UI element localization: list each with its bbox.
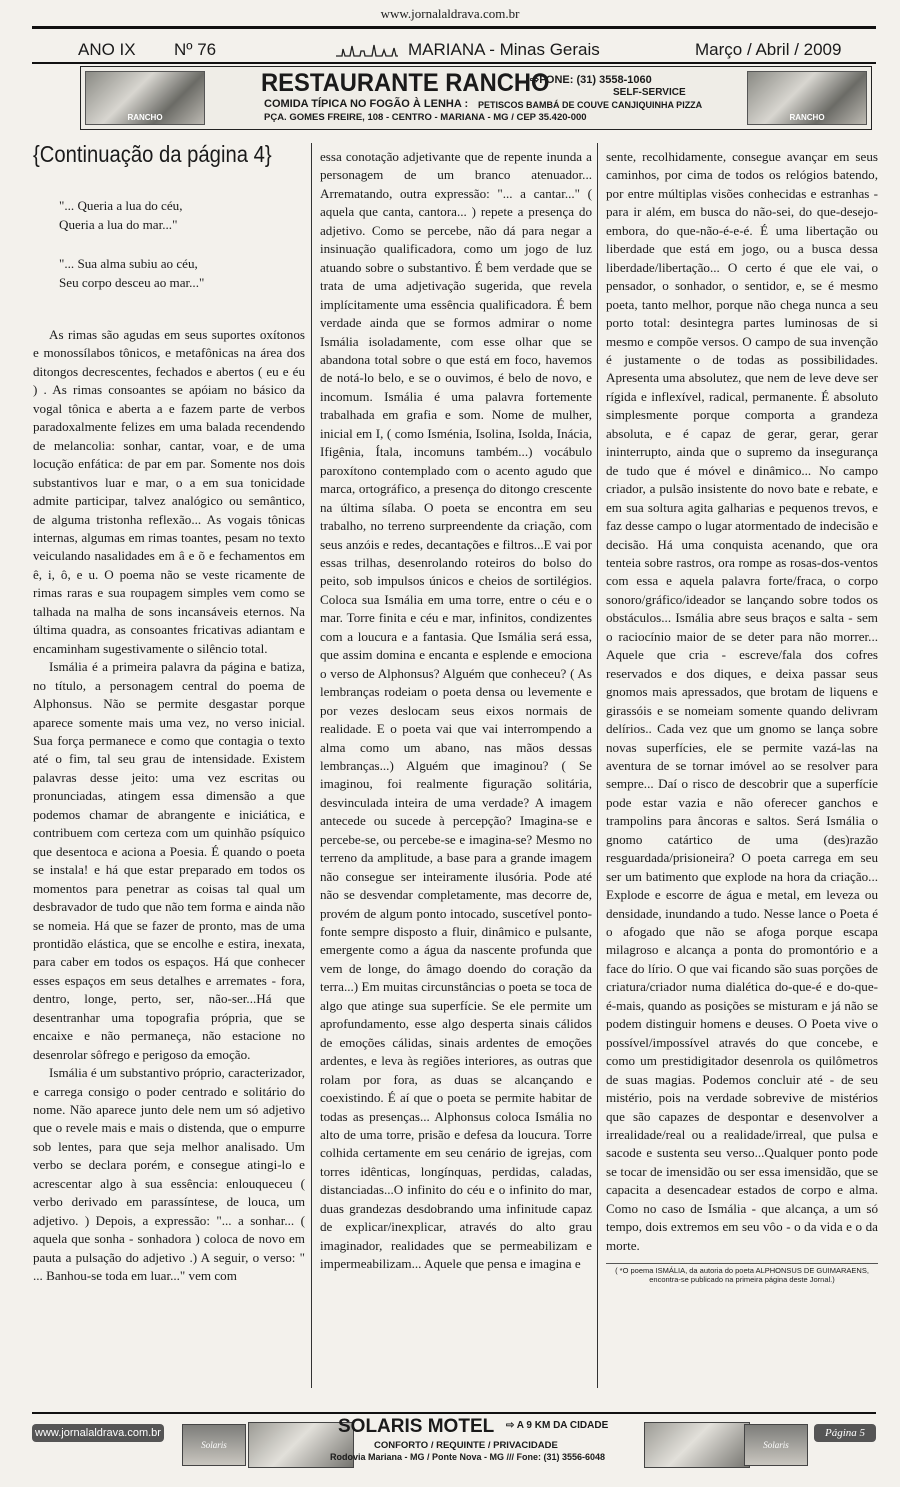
- thumb-label: RANCHO: [789, 113, 825, 122]
- verse-line: "... Queria a lua do céu,: [59, 198, 183, 213]
- restaurant-ad[interactable]: [80, 66, 872, 130]
- issue-location: MARIANA - Minas Gerais: [408, 40, 600, 59]
- motel-address: Rodovia Mariana - MG / Ponte Nova - MG /// Fone: (31) 3556-6048: [330, 1452, 606, 1462]
- page-number: Página 5: [814, 1424, 876, 1442]
- motel-logo: Solaris: [744, 1424, 808, 1466]
- restaurant-name: RESTAURANTE RANCHO: [261, 69, 550, 97]
- restaurant-photo-right: [747, 71, 867, 125]
- restaurant-menu: PETISCOS BAMBÁ DE COUVE CANJIQUINHA PIZZA: [478, 100, 703, 110]
- article-paragraph: essa conotação adjetivante que de repente inunda a personagem de um branco atenuador... Arrematando, outra expressão: "... a cantar..." ( aquela que canta, cantora... ) repete a presença do adjetivo. Como se percebe, não dá para negar a insinuação qualificadora, como um jogo de luz atuando sobre o substantivo. É bem verdade que se trata de uma adjetivação sugerida, que revela implícitamente uma essência qualificadora. É bem verdade ainda que se formos admirar o nome Ismália isoladamente, com esse olhar que se abandona total sobre o que está em foco, havemos de notá-lo belo, e se o ouvimos, é belo de novo, e incomum. Ismália é uma palavra fortemente trabalhada em grafia e som. Nome de mulher, inicial em I, ( como Isménia, Isolina, Isolda, Inácia, Ifigênia, Ítala, incomuns também...) vocábulo paroxítono contemplado com o acento agudo que marca, ortográfico, a presença do ditongo crescente na última sílaba. O poeta se encontra em seu trabalho, no terreno surpreendente da criação, com seus anzóis e redes, decantações e filtros...E vai por essas trilhas, desenrolando roteiros do bolso do peito, sob impulsos únicos e cheios de sortilégios. Coloca sua Ismália em uma torre, entre o céu e o mar. Torre finita e céu e mar, infinitos, condizentes com a loucura e a fantasia. Que Ismália será essa, que assim domina e encanta e esplende e emociona o verso de Alphonsus? Alguém que conheceu? ( As lembranças rodeiam o poeta densa ou levemente e por vezes deslocam seus eixos normais de realidade. E o poeta vai que vai interrompendo a alma como um abano, nas mãos dessas lembranças...) Alguém que imaginou? ( Se imaginou, foi realmente figuração solitária, desvinculada inteira de uma verdade? A imagem antecede ou sucede à percepção? Imagina-se e percebe-se, ou percebe-se e imagina-se? Mesmo no terreno da amplitude, a base para a grande imagem não consegue ser inteiramente ilusória. Pode até não se desvendar completamente, mas decorre de, provém de algum ponto intocado, suscetível ponto-fonte sempre disposto a fluir, dinâmico e pulsante, emergente como a água da nascente profunda que vem de longe, do âmago doendo do coração da terra...) Em muitas circunstâncias o poeta se toca de algo que atinge sua superfície. Se ele permite um aprofundamento, esse algo desperta sinais cálidos de emoções cálidas, sinais ardentes de emoções ardentes, e leva às regiões interiores, as outras que rolam por fora, as duas se alcançando e coexistindo. É aí que o poeta se permite habitar de todas as presenças... Alphonsus coloca Ismália no alto de uma torre, prisão e defesa da loucura. Torre colhida certamente em seu cenário de igrejas, com torres idênticas, longínquas, perdidas, caladas, distanciadas...O infinito do céu e o infinito do mar, duas grandezas desdobrando uma infinitude capaz de explicar/inexplicar, através do alto grau imaginador, realidades que se permeabilizam e impermeabilizam... Aquele que pensa e imagina e: [320, 149, 592, 1272]
- restaurant-address: PÇA. GOMES FREIRE, 108 - CENTRO - MARIANA - MG / CEP 35.420-000: [264, 112, 587, 123]
- column-divider: [311, 143, 312, 1388]
- masthead: [40, 40, 876, 62]
- motel-ad[interactable]: [32, 1412, 876, 1468]
- issue-date: Março / Abril / 2009: [695, 40, 842, 59]
- header-top-rule: [32, 26, 876, 29]
- article-column-1: [33, 140, 305, 1286]
- thumb-label: RANCHO: [127, 113, 163, 122]
- motel-photo-right: [644, 1422, 750, 1468]
- article-paragraph: Ismália é um substantivo próprio, caracterizador, e carrega consigo o poder centrado e solitário do nome. Não aparece junto dele nem um só adjetivo que o revele mais e mais o distenda, que o empurre sob lentes, para que seja melhor analisado. Um verbo se declara porém, e consegue atingi-lo e acrescentar algo à sua essência: enlouqueceu ( verbo derivado em parassíntese, de louca, um adjetivo. ) Depois, a expressão: "... a sonhar... ( aquela que sonha - sonhadora ) coloca de novo em pauta a pulsação do adjetivo .) A seguir, o verso: " ... Banhou-se toda em luar..." vem com: [33, 1065, 305, 1284]
- motel-logo: Solaris: [182, 1424, 246, 1466]
- restaurant-service: SELF-SERVICE: [613, 87, 686, 98]
- continuation-title: {Continuação da página 4}: [33, 141, 272, 167]
- header-bottom-rule: [32, 62, 876, 64]
- article-column-2: [320, 148, 592, 1274]
- article-paragraph: Ismália é a primeira palavra da página e batiza, no título, a personagem central do poema de Alphonsus. Não se permite desgastar porque aparece somente mais uma vez, no verso inicial. Sua força permanece e como que contagia o texto até o fim, tal seu grau de intensidade. Existem palavras desse jeito: uma vez escritas ou pronunciadas, atingem essa dimensão a que podemos chamar de abrangente e iniciática, e contribuem com certeza com um quinhão psíquico que desentoca e aciona a Poesia. É quando o poeta se instala! e há que estar preparado em todos os momentos para penetrar as coisas tal qual um desbravador de tudo que não tem forma e ainda não se nomeia. Há que se fazer de pronto, mas de uma prontidão elástica, que se encolhe e estira, inexata, para caber em todos os espaços. Há que conhecer esses espaços em seus detalhes e arremates - fora, dentro, longe, perto, ser, não-ser...Há que desentranhar uma topografia própria, que se encaixe e não permaneça, não estacione no desenrolar sôfrego e perigoso da emoção.: [33, 659, 305, 1062]
- motel-name: SOLARIS MOTEL: [338, 1416, 495, 1437]
- restaurant-subtitle: COMIDA TÍPICA NO FOGÃO À LENHA :: [264, 98, 469, 110]
- motel-slogan: CONFORTO / REQUINTE / PRIVACIDADE: [374, 1440, 558, 1451]
- skyline-ornament-icon: [336, 43, 398, 57]
- column-divider: [597, 143, 598, 1388]
- issue-year: ANO IX: [78, 40, 136, 59]
- verse-line: Seu corpo desceu ao mar...": [59, 275, 205, 290]
- restaurant-photo-left: [85, 71, 205, 125]
- article-column-3: [606, 148, 878, 1284]
- verse-line: Queria a lua do mar...": [59, 217, 178, 232]
- footnote: ( *O poema ISMÁLIA, da autoria do poeta ALPHONSUS DE GUIMARAENS, encontra-se publicado na primeira página deste Jornal.): [606, 1263, 878, 1284]
- article-paragraph: As rimas são agudas em seus suportes oxítonos e monossílabos tônicos, e metafônicas na área dos ditongos decrescentes, fechados e abertos ( eu e éu ) . As rimas consoantes se apóiam no básico da vogal tônica e aberta a e fazem parte de verbos paradoxalmente felizes em uma balada recendendo de melancolia: sonhar, cantar, voar, e de uma locução enfática: de par em par. Somente nos dois substantivos luar e mar, o a em sua tonicidade admite participar, talvez analógico ou semântico, de alguma tristonha reflexão... As vogais tônicas internas, algumas em rimas toantes, pesam no texto veiculando nasalidades em â e õ e fechamentos em ê, i, ô, e u. O poema não se veste ricamente de rimas raras e sua roupagem simples vem como se talhada na malha de sons incansáveis eternos. Na última quadra, as consoantes fricativas adiantam e encaminham sugestivamente o silêncio total.: [33, 327, 305, 656]
- footer-url[interactable]: www.jornalaldrava.com.br: [32, 1424, 164, 1442]
- verse-line: "... Sua alma subiu ao céu,: [59, 256, 198, 271]
- site-url: www.jornalaldrava.com.br: [380, 6, 520, 21]
- restaurant-phone: ⇨FONE: (31) 3558-1060: [530, 74, 652, 86]
- issue-number: Nº 76: [174, 40, 217, 59]
- motel-distance: ⇨ A 9 KM DA CIDADE: [506, 1420, 609, 1431]
- article-paragraph: sente, recolhidamente, consegue avançar em seus caminhos, por cima de todos os relógios batendo, por entre múltiplas visões conhecidas e estranhas - para ir além, em busca do não-sei, do que-desejo-embora, do que-não-é-e-é. É uma libertação ou liberdade que está em jogo, ou a busca dessa liberdade/libertação... O certo é que ele vai, o pensador, o sonhador, o sentidor, e, se é mesmo poeta, tanto melhor, porque não chega nunca a seu porto total: desintegra partes luminosas de si mesmo e compõe versos. O campo de sua invenção é justamente o de todas as possibilidades. Apresenta uma absolutez, que nem de leve deve ser rígida e inflexível, radical, permanente. É absoluto simplesmente porque comporta a grandeza absoluta, e é capaz de gerar, gerar, gerar ininterrupto, ainda que o supremo da insegurança de tudo que é móvel e dinâmico... No campo criador, a pulsão insistente do novo bate e rebate, e em sua soltura agita galharias e pequenos trevos, e faz desse campo o lugar atormentado de indecisão e decisão. Há uma conquista acenando, que ora tenteia sobre rastros, ora rompe as rosas-dos-ventos com essa e aquela palavra forte/fraca, o corpo sonoro/gráfico/ideador se lançando sobre todos os obstáculos... Ismália abre seus braços e salta - sem o raciocínio maior de se deter para não morrer... Aquele que cria - escreve/fala dos cofres reservados e dos diques, e deixa passar seus gnomos mais apressados, que brotam de liquens e girassóis e se nomeiam somente quando delivram delírios.. Cada vez que um gnomo se lança sobre novas superfícies, ele se permite vazá-las na aventura de se tornar imóvel ao se resolver para sempre... Daí o risco de descobrir que a superfície pode estar vazia e não oferecer ganchos e trampolins para âncoras e saltos. Será Ismália o gnomo catártico de uma (des)razão resguardada/prisioneira? O poeta carrega em seu ser um batimento que explode na hora da criação... Explode e escorre de água e metal, em leveza ou densidade, inundando a tudo. Nesse lance o Poeta é o afogado que não se afoga porque escapa milagroso e alcança a ponta do promontório e a face do lírio. O que vai ficando são suas porções de criatura/criador numa dialética do-que-é e do-que-é-mais, quando as posições se misturam e já não se podem distinguir homens e deuses. O Poeta vive o possível/impossível através do que concebe, e como um prestidigitador desenrola os quilômetros de suas magias. Podemos concluir até - de seu mistério, pois na verdade sobrevive de mistérios que são capazes de despontar e desenvolver a irrealidade/real ou a realidade/irreal, que pulsa e sacode e sustenta seu verso...Qualquer ponto pode se tocar de imensidão ou ser essa imensidão, que se capacita a desencadear estados de corpo e alma. Como no caso de Ismália - que alcança, a um só tempo, dois extremos em seu vôo - o da vida e o da morte.: [606, 149, 878, 1253]
